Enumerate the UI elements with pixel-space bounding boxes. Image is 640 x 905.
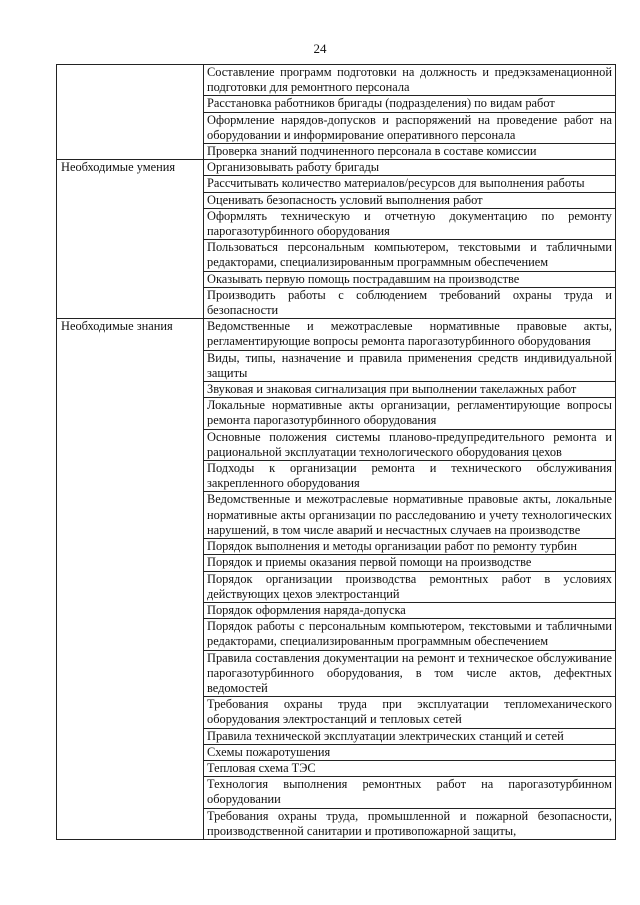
list-item: Ведомственные и межотраслевые нормативные правовые акты, локальные нормативные акты организации по расследованию и учету технологических нарушений, в том числе аварий и несчастных случаев на производстве xyxy=(204,492,616,539)
list-item: Локальные нормативные акты организации, регламентирующие вопросы ремонта парогазотурбинного оборудования xyxy=(204,398,616,429)
list-item: Требования охраны труда при эксплуатации тепломеханического оборудования электростанций и тепловых сетей xyxy=(204,697,616,728)
list-item: Подходы к организации ремонта и технического обслуживания закрепленного оборудования xyxy=(204,461,616,492)
list-item: Рассчитывать количество материалов/ресурсов для выполнения работы xyxy=(204,176,616,192)
list-item: Производить работы с соблюдением требований охраны труда и безопасности xyxy=(204,287,616,318)
list-item: Порядок оформления наряда-допуска xyxy=(204,602,616,618)
table-row xyxy=(57,319,616,350)
requirements-table xyxy=(56,64,616,840)
section-label-knowledge: Необходимые знания xyxy=(57,319,204,840)
section-label-skills: Необходимые умения xyxy=(57,160,204,319)
list-item: Требования охраны труда, промышленной и пожарной безопасности, производственной санитарии и противопожарной защиты, xyxy=(204,808,616,839)
list-item: Оформлять техническую и отчетную документацию по ремонту парогазотурбинного оборудования xyxy=(204,208,616,239)
list-item: Составление программ подготовки на должность и предэкзаменационной подготовки для ремонтного персонала xyxy=(204,65,616,96)
list-item: Проверка знаний подчиненного персонала в составе комиссии xyxy=(204,144,616,160)
list-item: Правила составления документации на ремонт и техническое обслуживание парогазотурбинного оборудования, в том числе актов, дефектных ведомостей xyxy=(204,650,616,697)
list-item: Схемы пожаротушения xyxy=(204,744,616,760)
list-item: Пользоваться персональным компьютером, текстовыми и табличными редакторами, специализированным программным обеспечением xyxy=(204,240,616,271)
list-item: Оценивать безопасность условий выполнения работ xyxy=(204,192,616,208)
list-item: Оказывать первую помощь пострадавшим на производстве xyxy=(204,271,616,287)
list-item: Ведомственные и межотраслевые нормативные правовые акты, регламентирующие вопросы ремонта парогазотурбинного оборудования xyxy=(204,319,616,350)
page-number: 24 xyxy=(313,41,327,56)
list-item: Организовывать работу бригады xyxy=(204,160,616,176)
list-item: Расстановка работников бригады (подразделения) по видам работ xyxy=(204,96,616,112)
list-item: Правила технической эксплуатации электрических станций и сетей xyxy=(204,728,616,744)
list-item: Виды, типы, назначение и правила применения средств индивидуальной защиты xyxy=(204,350,616,381)
list-item: Звуковая и знаковая сигнализация при выполнении такелажных работ xyxy=(204,382,616,398)
list-item: Тепловая схема ТЭС xyxy=(204,760,616,776)
section-label xyxy=(57,65,204,160)
list-item: Порядок работы с персональным компьютером, текстовыми и табличными редакторами, специализированным программным обеспечением xyxy=(204,619,616,650)
list-item: Порядок выполнения и методы организации работ по ремонту турбин xyxy=(204,539,616,555)
table-row xyxy=(57,160,616,176)
list-item: Порядок организации производства ремонтных работ в условиях действующих цехов электростанций xyxy=(204,571,616,602)
list-item: Порядок и приемы оказания первой помощи на производстве xyxy=(204,555,616,571)
list-item: Основные положения системы планово-предупредительного ремонта и рациональной эксплуатации технологического оборудования цехов xyxy=(204,429,616,460)
table-row xyxy=(57,65,616,96)
list-item: Технология выполнения ремонтных работ на парогазотурбинном оборудовании xyxy=(204,777,616,808)
list-item: Оформление нарядов-допусков и распоряжений на проведение работ на оборудовании и информирование оперативного персонала xyxy=(204,112,616,143)
